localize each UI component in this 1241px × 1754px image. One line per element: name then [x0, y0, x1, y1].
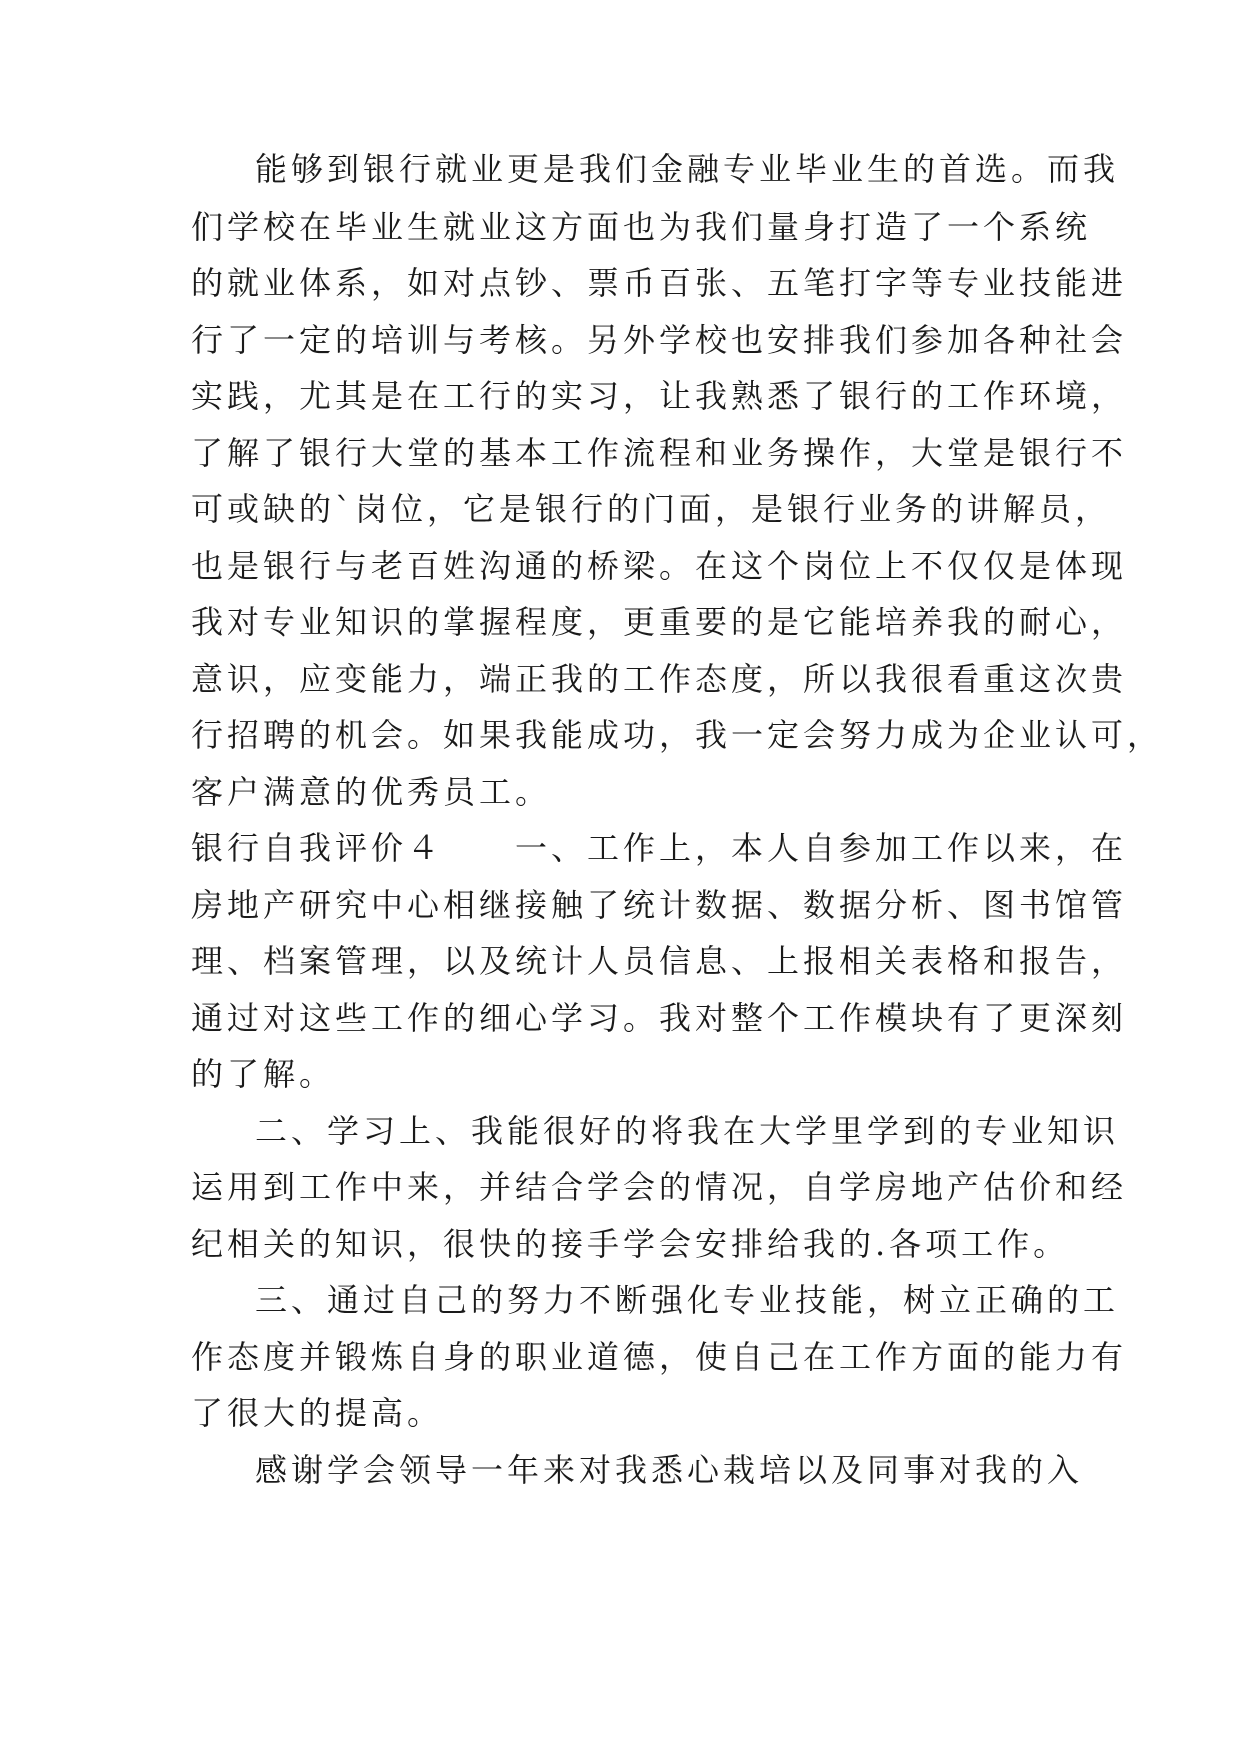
text-line: 能够到银行就业更是我们金融专业毕业生的首选。而我 [255, 150, 1120, 188]
text-line: 纪相关的知识，很快的接手学会安排给我的.各项工作。 [191, 1225, 1070, 1263]
text-line: 作态度并锻炼自身的职业道德，使自己在工作方面的能力有 [191, 1338, 1128, 1376]
text-line: 可或缺的`岗位，它是银行的门面，是银行业务的讲解员， [191, 490, 1112, 528]
text-line: 实践，尤其是在工行的实习，让我熟悉了银行的工作环境， [191, 377, 1128, 415]
text-line: 行了一定的培训与考核。另外学校也安排我们参加各种社会 [191, 321, 1128, 359]
text-line: 的了解。 [191, 1055, 336, 1093]
text-line: 也是银行与老百姓沟通的桥梁。在这个岗位上不仅仅是体现 [191, 547, 1128, 585]
text-line: 意识，应变能力，端正我的工作态度，所以我很看重这次贵 [191, 660, 1128, 698]
text-line: 二、学习上、我能很好的将我在大学里学到的专业知识 [255, 1112, 1120, 1150]
text-line: 的就业体系，如对点钞、票币百张、五笔打字等专业技能进 [191, 264, 1128, 302]
text-line: 们学校在毕业生就业这方面也为我们量身打造了一个系统 [191, 208, 1092, 246]
text-line: 了很大的提高。 [191, 1394, 444, 1432]
text-line: 感谢学会领导一年来对我悉心栽培以及同事对我的入 [255, 1451, 1084, 1489]
text-line: 银行自我评价４ 一、工作上，本人自参加工作以来，在 [191, 829, 1128, 867]
text-line: 房地产研究中心相继接触了统计数据、数据分析、图书馆管 [191, 886, 1128, 924]
text-line: 三、通过自己的努力不断强化专业技能，树立正确的工 [255, 1281, 1120, 1319]
text-line: 理、档案管理，以及统计人员信息、上报相关表格和报告， [191, 942, 1128, 980]
text-line: 运用到工作中来，并结合学会的情况，自学房地产估价和经 [191, 1168, 1128, 1206]
text-line: 了解了银行大堂的基本工作流程和业务操作，大堂是银行不 [191, 434, 1128, 472]
text-line: 我对专业知识的掌握程度，更重要的是它能培养我的耐心， [191, 603, 1128, 641]
text-line: 通过对这些工作的细心学习。我对整个工作模块有了更深刻 [191, 999, 1128, 1037]
text-line: 行招聘的机会。如果我能成功，我一定会努力成为企业认可， [191, 716, 1164, 754]
text-line: 客户满意的优秀员工。 [191, 773, 552, 811]
